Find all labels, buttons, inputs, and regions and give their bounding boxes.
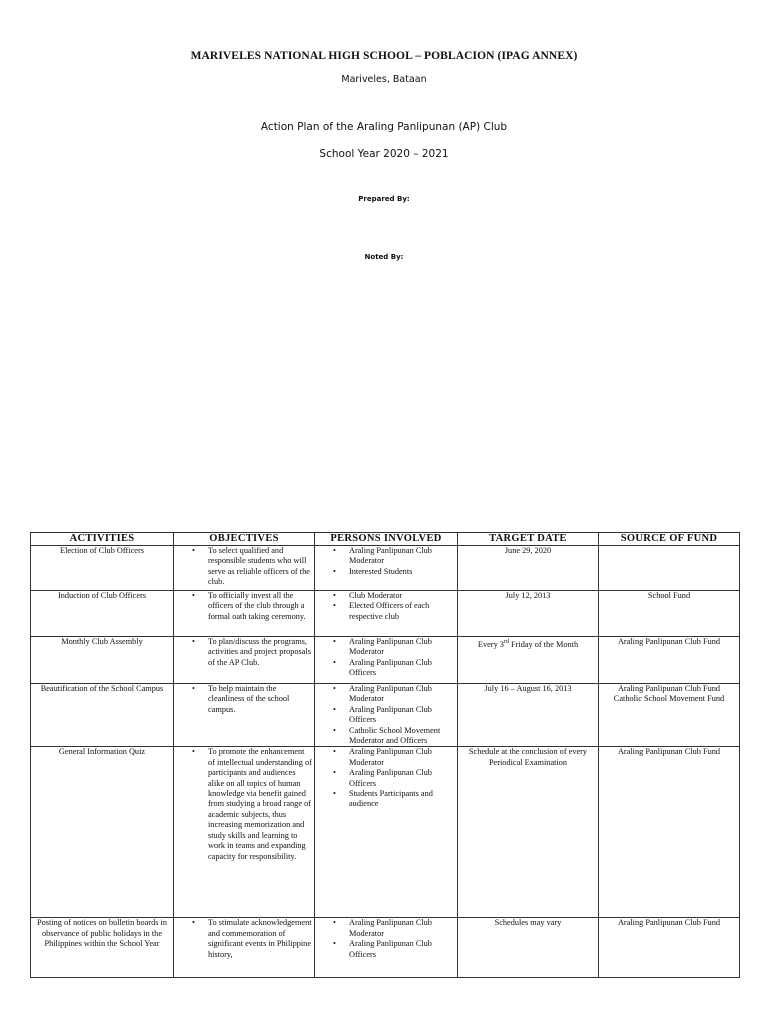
ordinal-suffix: rd [503,639,509,645]
fund-cell: School Fund [599,591,740,637]
activity-cell: General Information Quiz [31,747,174,918]
table-row [31,747,740,918]
person-item: • Interested Students [349,567,455,577]
prepared-by-label: Prepared By: [358,195,410,203]
fund-cell: Araling Panlipunan Club Fund [599,918,740,978]
person-item: • Catholic School Movement Moderator and Officers [349,726,455,747]
column-header-objectives: OBJECTIVES [174,533,315,546]
objective-item: • To stimulate acknowledgement and commemoration of significant events in Philippine history, [208,918,312,960]
activity-cell: Monthly Club Assembly [31,637,174,684]
school-year: School Year 2020 – 2021 [319,148,449,160]
table-row [31,637,740,684]
target-date-cell: July 16 – August 16, 2013 [458,684,599,747]
target-date-cell: Schedule at the conclusion of every Periodical Examination [458,747,599,918]
target-date-text: Friday of the Month [508,639,579,649]
objectives-cell [174,637,315,684]
activity-cell: Posting of notices on bulletin boards in observance of public holidays in the Philippines within the School Year [31,918,174,978]
persons-cell [315,591,458,637]
person-item: • Araling Panlipunan Club Officers [349,768,455,789]
person-item: • Araling Panlipunan Club Officers [349,705,455,726]
fund-cell [599,684,740,747]
persons-cell [315,637,458,684]
objective-item: • To select qualified and responsible students who will serve as reliable officers of the club. [208,546,312,588]
persons-cell [315,918,458,978]
action-plan-table [30,532,740,978]
objective-item: • To officially invest all the officers of the club through a formal oath taking ceremony. [208,591,312,622]
table-row [31,546,740,591]
objectives-cell [174,546,315,591]
objectives-cell [174,747,315,918]
objectives-cell [174,684,315,747]
person-item: • Araling Panlipunan Club Moderator [349,918,455,939]
table-header-row [31,533,740,546]
person-item: • Elected Officers of each respective club [349,601,455,622]
table-row [31,918,740,978]
fund-line: Araling Panlipunan Club Fund [617,684,721,693]
objectives-cell [174,591,315,637]
target-date-cell [458,637,599,684]
objectives-cell [174,918,315,978]
activity-cell: Beautification of the School Campus [31,684,174,747]
person-item: • Araling Panlipunan Club Moderator [349,637,455,658]
activity-cell: Election of Club Officers [31,546,174,591]
target-date-cell: July 12, 2013 [458,591,599,637]
fund-line: Catholic School Movement Fund [613,694,725,704]
persons-cell [315,684,458,747]
objective-item: • To promote the enhancement of intellectual understanding of participants and audiences alike on all topics of human knowledge via benefit gained from studying a broad range of academic subjects, thus increasing memorization and study skills and learning to work in teams and expanding capacity for responsibility. [208,747,312,861]
person-item: • Club Moderator [349,591,455,601]
column-header-activities: ACTIVITIES [31,533,174,546]
fund-cell: Araling Panlipunan Club Fund [599,747,740,918]
objective-item: • To plan/discuss the programs, activities and project proposals of the AP Club. [208,637,312,668]
fund-cell [599,546,740,591]
school-name: MARIVELES NATIONAL HIGH SCHOOL – POBLACION (IPAG ANNEX) [190,50,578,62]
person-item: • Araling Panlipunan Club Moderator [349,747,455,768]
person-item: • Araling Panlipunan Club Officers [349,658,455,679]
persons-cell [315,747,458,918]
fund-cell: Araling Panlipunan Club Fund [599,637,740,684]
school-location: Mariveles, Bataan [341,74,427,85]
column-header-target-date: TARGET DATE [458,533,599,546]
person-item: • Araling Panlipunan Club Officers [349,939,455,960]
person-item: • Araling Panlipunan Club Moderator [349,684,455,705]
column-header-source-of-fund: SOURCE OF FUND [599,533,740,546]
document-title: Action Plan of the Araling Panlipunan (AP) Club [260,121,508,133]
table-row [31,684,740,747]
table-row [31,591,740,637]
person-item: • Students Participants and audience [349,789,455,810]
noted-by-label: Noted By: [364,253,404,261]
target-date-text: Every 3 [477,639,504,649]
column-header-persons-involved: PERSONS INVOLVED [315,533,458,546]
person-item: • Araling Panlipunan Club Moderator [349,546,455,567]
objective-item: • To help maintain the cleanliness of the school campus. [208,684,312,715]
persons-cell [315,546,458,591]
target-date-cell: June 29, 2020 [458,546,599,591]
activity-cell: Induction of Club Officers [31,591,174,637]
target-date-cell: Schedules may vary [458,918,599,978]
